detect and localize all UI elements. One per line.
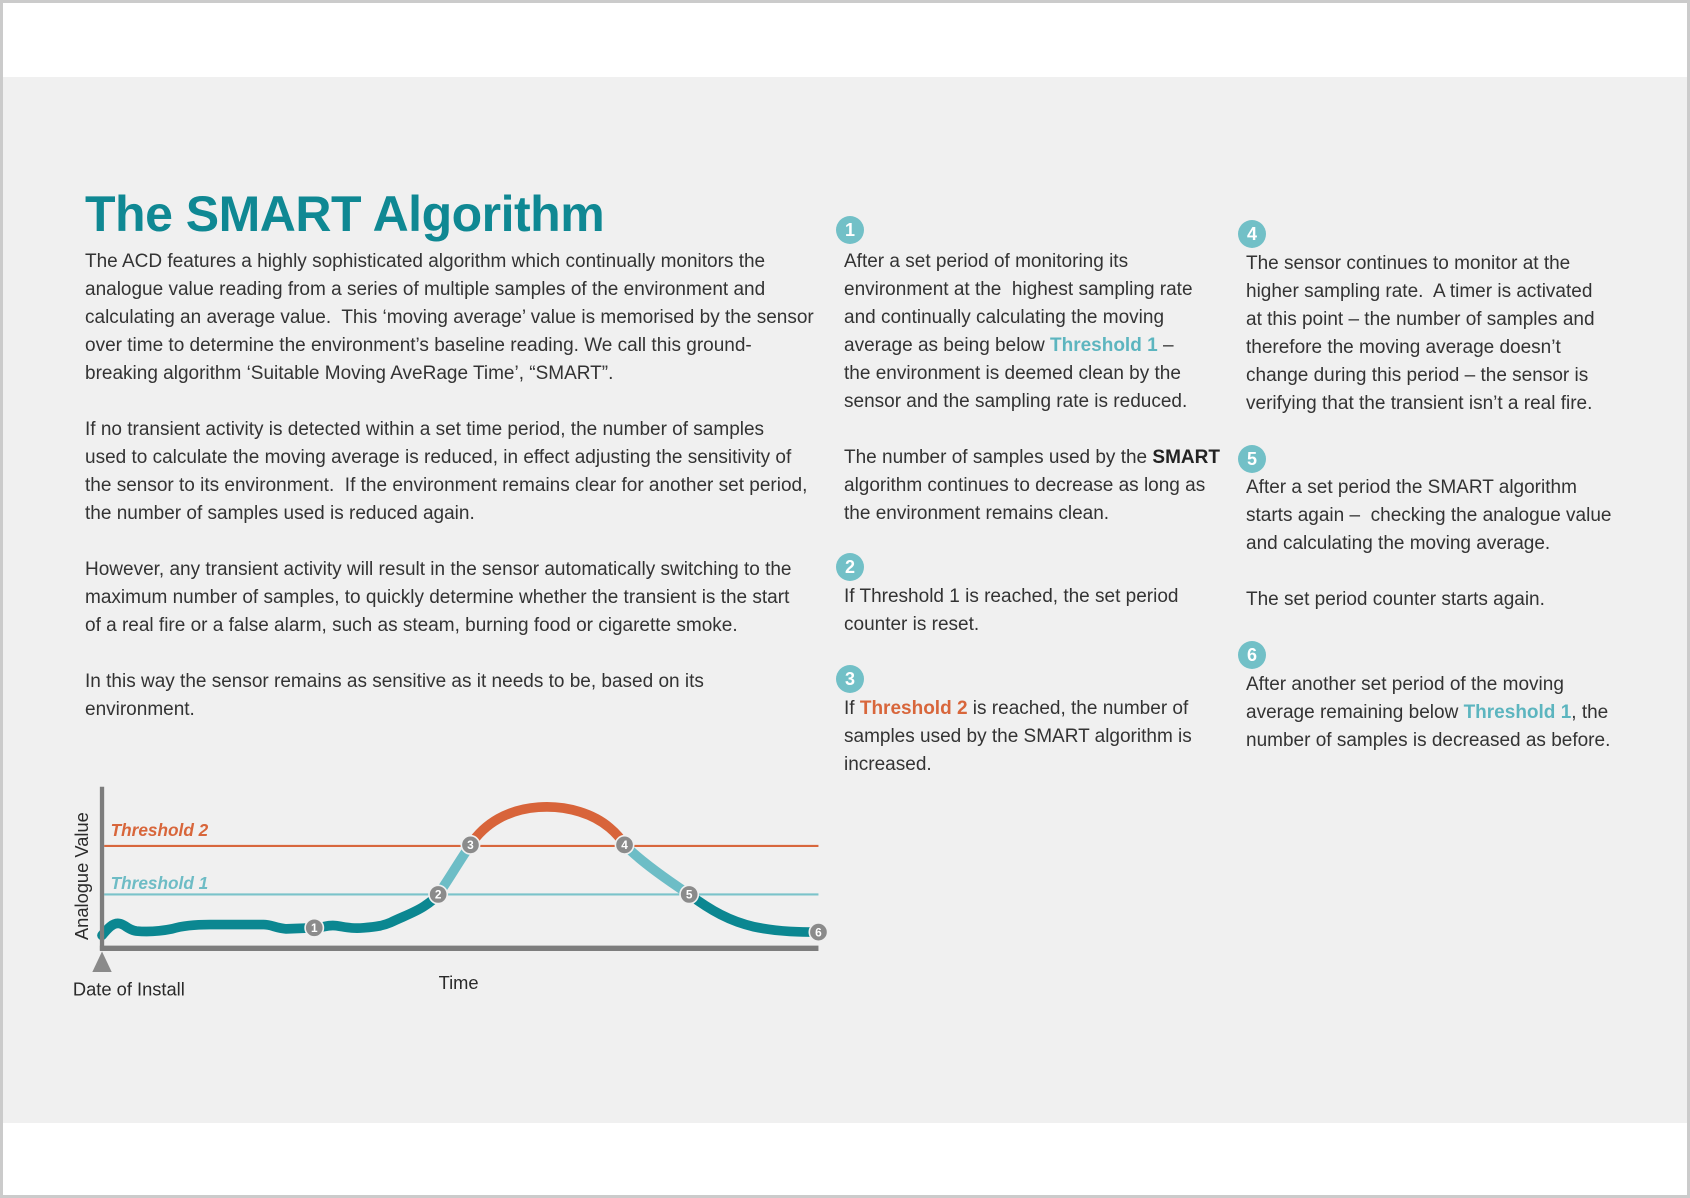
threshold-2-label: Threshold 2 xyxy=(110,820,209,841)
curve-segment-above-threshold-2 xyxy=(470,807,624,845)
text-segment: algorithm continues to decrease as long as the environment remains clean. xyxy=(844,475,1206,524)
text-segment: If Threshold 1 is reached, the set period counter is reset. xyxy=(844,586,1179,635)
text-segment: If xyxy=(844,698,860,719)
curve-segment-below-threshold-1 xyxy=(102,894,438,935)
text-segment: The number of samples used by the xyxy=(844,447,1153,468)
marker-number: 5 xyxy=(685,887,693,902)
intro-paragraph-1: The ACD features a highly sophisticated algorithm which continually monitors the analogue value reading from a series of multiple samples of the environment and calculating an average value. This ‘moving average’ value is memorised by the sensor over time to determine the environment’s baseline reading. We call this ground- breaking algorithm ‘Suitable Moving AveRage Time’, “SMART”. xyxy=(85,251,814,384)
origin-label: Date of Install xyxy=(72,978,185,1000)
curve-segment-back-below-threshold-1 xyxy=(689,894,818,932)
step-5-text xyxy=(1246,474,1611,614)
step-1-paragraph-2 xyxy=(844,444,1220,528)
page-title: The SMART Algorithm xyxy=(85,186,605,242)
chart-marker-1 xyxy=(305,919,323,937)
step-5-badge: 5 xyxy=(1238,445,1266,473)
text-segment: – the environment is deemed clean by the sensor and the sampling rate is reduced. xyxy=(844,335,1188,412)
x-axis-label: Time xyxy=(438,972,479,994)
top-margin-band xyxy=(0,0,1690,77)
marker-number: 4 xyxy=(621,838,628,853)
step-6-paragraph-1 xyxy=(1246,671,1610,755)
step-5-paragraph-2 xyxy=(1246,586,1611,614)
step-6-badge: 6 xyxy=(1238,641,1266,669)
text-segment: The set period counter starts again. xyxy=(1246,589,1545,610)
text-segment: After another set period of the moving average remaining below xyxy=(1246,674,1564,723)
marker-number: 2 xyxy=(434,887,442,902)
chart-marker-5 xyxy=(680,885,698,903)
text-segment: , the number of samples is decreased as before. xyxy=(1246,702,1611,751)
text-segment: The sensor continues to monitor at the higher sampling rate. A timer is activated at this point – the number of samples and therefore the moving average doesn’t change during this period – the sensor is verifying that the transient isn’t a real fire. xyxy=(1246,253,1595,414)
step-5-paragraph-1 xyxy=(1246,474,1611,558)
step-3-text xyxy=(844,695,1192,779)
step-3-badge: 3 xyxy=(836,665,864,693)
step-1-badge: 1 xyxy=(836,216,864,244)
step-2-badge: 2 xyxy=(836,553,864,581)
intro-paragraph-4: In this way the sensor remains as sensitive as it needs to be, based on its environment. xyxy=(85,671,704,720)
chart-marker-3 xyxy=(461,836,479,854)
smart-algorithm-diagram xyxy=(60,780,840,1011)
chart-marker-4 xyxy=(615,836,633,854)
step-4-text xyxy=(1246,250,1595,418)
chart-marker-2 xyxy=(429,885,447,903)
threshold-2-highlight: Threshold 2 xyxy=(859,698,968,719)
marker-number: 1 xyxy=(310,921,318,936)
marker-number: 6 xyxy=(815,925,822,940)
curve-segment-falling-between-thresholds xyxy=(625,845,690,895)
step-6-text xyxy=(1246,671,1610,755)
y-axis-label: Analogue Value xyxy=(71,812,93,941)
step-2-text xyxy=(844,583,1178,639)
step-3-paragraph-1 xyxy=(844,695,1192,779)
chart-marker-6 xyxy=(809,923,827,941)
threshold-1-label: Threshold 1 xyxy=(110,873,209,894)
step-4-badge: 4 xyxy=(1238,220,1266,248)
bottom-margin-band xyxy=(0,1123,1690,1198)
text-segment: is reached, the number of samples used by the SMART algorithm is increased. xyxy=(844,698,1192,775)
intro-paragraph-3: However, any transient activity will result in the sensor automatically switching to the maximum number of samples, to quickly determine whether the transient is the start of a real fire or a false alarm, such as steam, burning food or cigarette smoke. xyxy=(85,559,792,636)
threshold-1-highlight: Threshold 1 xyxy=(1049,335,1158,356)
step-4-paragraph-1 xyxy=(1246,250,1595,418)
text-segment: After a set period the SMART algorithm starts again – checking the analogue value and calculating the moving average. xyxy=(1246,477,1612,554)
smart-bold-text: SMART xyxy=(1152,447,1220,468)
install-date-marker-triangle xyxy=(92,952,111,972)
step-2-paragraph-1 xyxy=(844,583,1178,639)
step-1-paragraph-1 xyxy=(844,248,1220,416)
marker-number: 3 xyxy=(467,838,474,853)
step-1-text xyxy=(844,248,1220,528)
threshold-1-highlight: Threshold 1 xyxy=(1463,702,1572,723)
intro-text xyxy=(85,248,814,724)
text-segment: After a set period of monitoring its environment at the highest sampling rate and continually calculating the moving average as being below xyxy=(844,251,1193,356)
intro-paragraph-2: If no transient activity is detected within a set time period, the number of samples used to calculate the moving average is reduced, in effect adjusting the sensitivity of the sensor to its environment. If the environment remains clear for another set period, the number of samples used is reduced again. xyxy=(85,419,808,524)
